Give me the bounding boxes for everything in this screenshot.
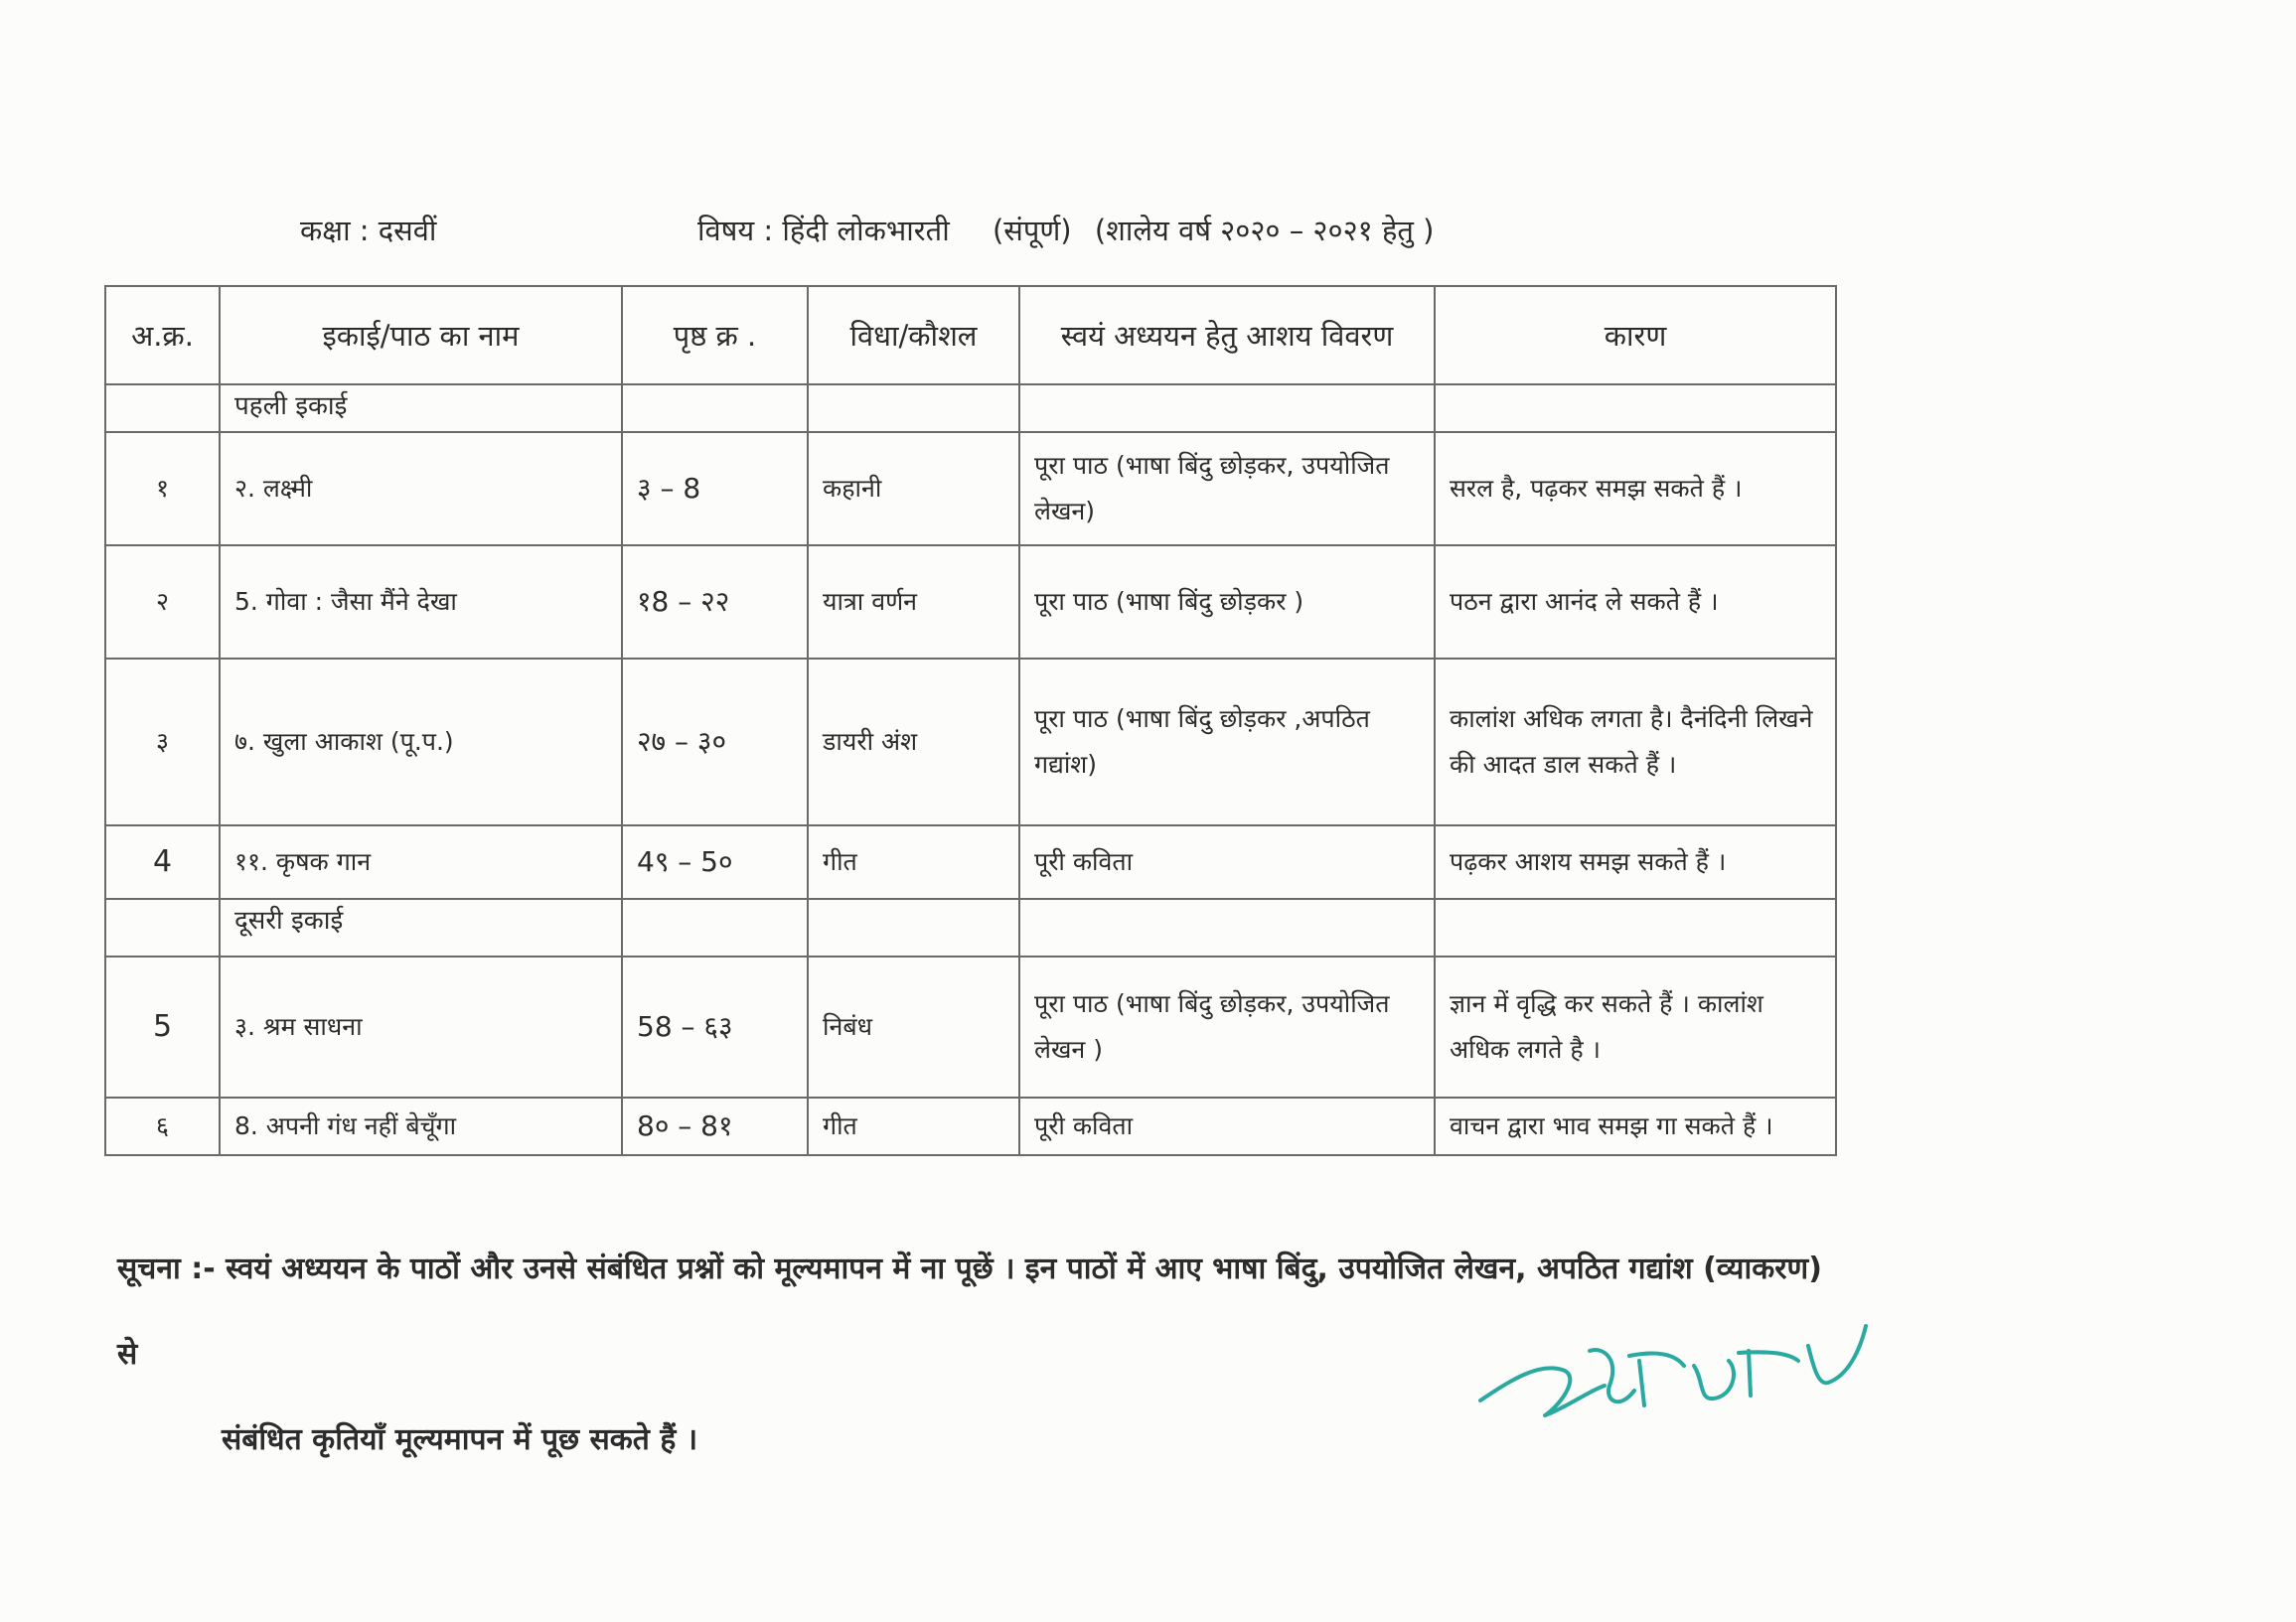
genre-cell: गीत xyxy=(808,825,1019,899)
subject-name: विषय : हिंदी लोकभारती xyxy=(697,214,950,247)
reason-cell: सरल है, पढ़कर समझ सकते हैं । xyxy=(1435,432,1836,545)
document-header xyxy=(0,211,2296,260)
unit-title: पहली इकाई xyxy=(220,384,622,432)
details-cell: पूरी कविता xyxy=(1019,1098,1435,1155)
table-row xyxy=(105,659,1836,825)
genre-cell: यात्रा वर्णन xyxy=(808,545,1019,659)
details-cell: पूरा पाठ (भाषा बिंदु छोड़कर, उपयोजित लेखन) xyxy=(1019,432,1435,545)
column-header-lesson-name: इकाई/पाठ का नाम xyxy=(220,286,622,384)
page-number-cell: 4९ – 5० xyxy=(622,825,808,899)
complete-label: (संपूर्ण) xyxy=(992,214,1072,247)
column-header-reason: कारण xyxy=(1435,286,1836,384)
serial-cell: 4 xyxy=(105,825,220,899)
page-number-cell: 8० – 8१ xyxy=(622,1098,808,1155)
lesson-name-cell: ७. खुला आकाश (पू.प.) xyxy=(220,659,622,825)
genre-cell: निबंध xyxy=(808,957,1019,1098)
genre-cell: कहानी xyxy=(808,432,1019,545)
page-number-cell: 58 – ६३ xyxy=(622,957,808,1098)
details-cell: पूरा पाठ (भाषा बिंदु छोड़कर ,अपठित गद्यांश) xyxy=(1019,659,1435,825)
reason-cell: वाचन द्वारा भाव समझ गा सकते हैं । xyxy=(1435,1098,1836,1155)
table-row xyxy=(105,545,1836,659)
syllabus-table xyxy=(104,285,1837,1156)
table-row xyxy=(105,825,1836,899)
serial-cell: ३ xyxy=(105,659,220,825)
reason-cell: पढ़कर आशय समझ सकते हैं । xyxy=(1435,825,1836,899)
lesson-name-cell: ३. श्रम साधना xyxy=(220,957,622,1098)
reason-cell: ज्ञान में वृद्धि कर सकते हैं । कालांश अधिक लगते है । xyxy=(1435,957,1836,1098)
reason-cell: पठन द्वारा आनंद ले सकते हैं । xyxy=(1435,545,1836,659)
handwritten-signature xyxy=(1470,1291,1868,1450)
page-number-cell: १8 – २२ xyxy=(622,545,808,659)
details-cell: पूरा पाठ (भाषा बिंदु छोड़कर, उपयोजित लेखन ) xyxy=(1019,957,1435,1098)
serial-cell: 5 xyxy=(105,957,220,1098)
table-header-row xyxy=(105,286,1836,384)
lesson-name-cell: ११. कृषक गान xyxy=(220,825,622,899)
page-number-cell: २७ – ३० xyxy=(622,659,808,825)
serial-cell: १ xyxy=(105,432,220,545)
note-line-1: सूचना :- स्वयं अध्ययन के पाठों और उनसे संबंधित प्रश्नों को मूल्यमापन में ना पूछें । इन पाठों में आए भाषा बिंदु, उपयोजित लेखन, अपठित गद्यांश (व्याकरण) से xyxy=(117,1252,1822,1372)
serial-cell: २ xyxy=(105,545,220,659)
column-header-page-number: पृष्ठ क्र . xyxy=(622,286,808,384)
unit-row xyxy=(105,384,1836,432)
lesson-name-cell: 8. अपनी गंध नहीं बेचूँगा xyxy=(220,1098,622,1155)
genre-cell: गीत xyxy=(808,1098,1019,1155)
column-header-genre: विधा/कौशल xyxy=(808,286,1019,384)
lesson-name-cell: 5. गोवा : जैसा मैंने देखा xyxy=(220,545,622,659)
serial-cell: ६ xyxy=(105,1098,220,1155)
academic-year: (शालेय वर्ष २०२० – २०२१ हेतु ) xyxy=(1094,214,1435,247)
genre-cell: डायरी अंश xyxy=(808,659,1019,825)
note-line-2: संबंधित कृतियाँ मूल्यमापन में पूछ सकते हैं । xyxy=(222,1422,698,1457)
table-row xyxy=(105,1098,1836,1155)
class-label: कक्षा : दसवीं xyxy=(300,214,437,247)
lesson-name-cell: २. लक्ष्मी xyxy=(220,432,622,545)
table-row xyxy=(105,957,1836,1098)
details-cell: पूरा पाठ (भाषा बिंदु छोड़कर ) xyxy=(1019,545,1435,659)
unit-row xyxy=(105,899,1836,957)
subject-label xyxy=(697,211,1434,249)
reason-cell: कालांश अधिक लगता है। दैनंदिनी लिखने की आदत डाल सकते हैं । xyxy=(1435,659,1836,825)
table-row xyxy=(105,432,1836,545)
page-number-cell: ३ – 8 xyxy=(622,432,808,545)
unit-title: दूसरी इकाई xyxy=(220,899,622,957)
column-header-serial: अ.क्र. xyxy=(105,286,220,384)
details-cell: पूरी कविता xyxy=(1019,825,1435,899)
column-header-self-study-details: स्वयं अध्ययन हेतु आशय विवरण xyxy=(1019,286,1435,384)
